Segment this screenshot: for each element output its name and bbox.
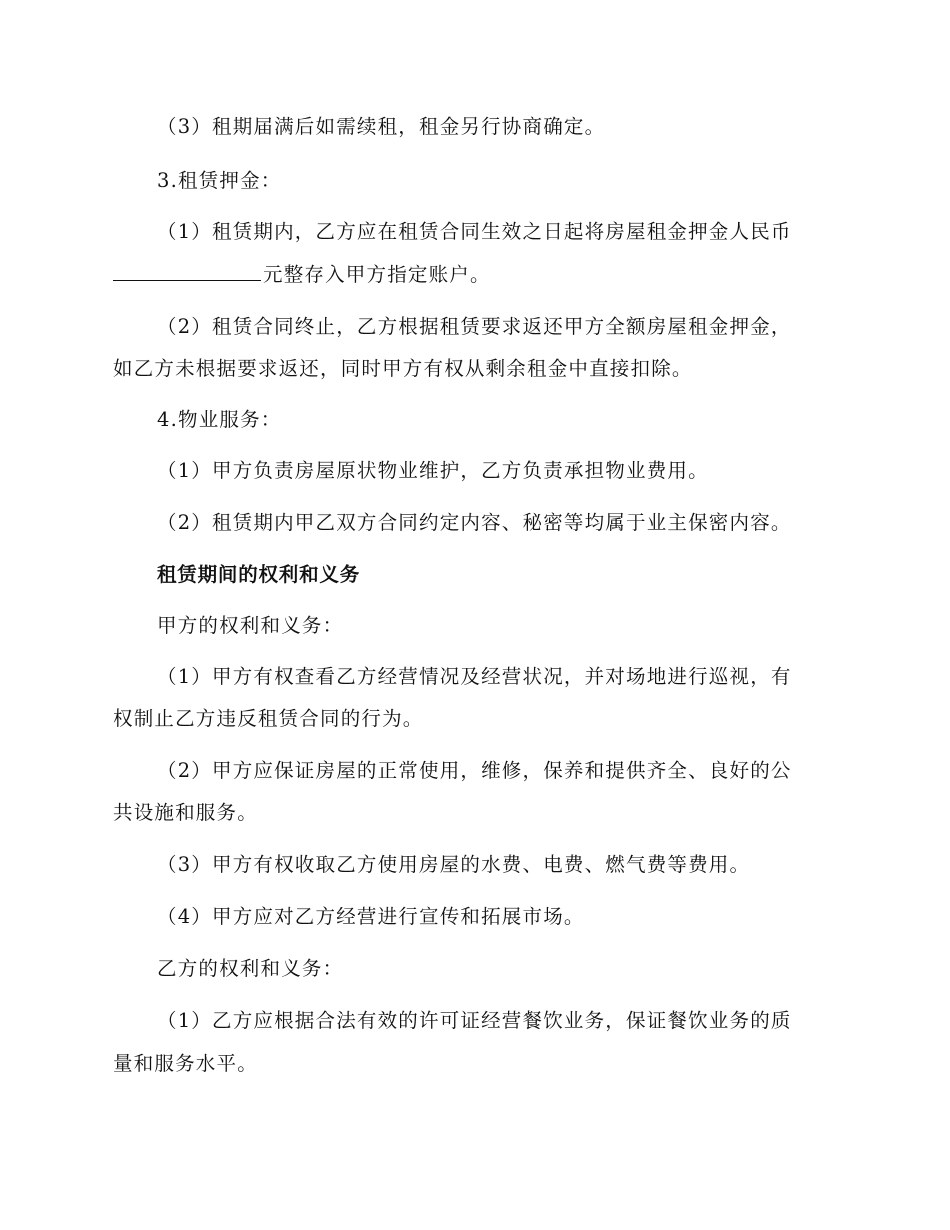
paragraph-line: （3）租期届满后如需续租，租金另行协商确定。: [157, 115, 606, 138]
paragraph-line: （3）甲方有权收取乙方使用房屋的水费、电费、燃气费等费用。: [157, 853, 751, 876]
paragraph-line: （2）甲方应保证房屋的正常使用，维修，保养和提供齐全、良好的公: [157, 759, 792, 782]
paragraph-line: （4）甲方应对乙方经营进行宣传和拓展市场。: [157, 905, 585, 928]
paragraph-line: （1）甲方有权查看乙方经营情况及经营状况，并对场地进行巡视，有: [157, 665, 792, 688]
section-heading: 3.租赁押金：: [157, 169, 282, 192]
paragraph-text: 元整存入甲方指定账户。: [263, 263, 491, 286]
subsection-heading: 甲方的权利和义务：: [157, 614, 344, 637]
paragraph-line: （1）乙方应根据合法有效的许可证经营餐饮业务，保证餐饮业务的质: [157, 1009, 792, 1032]
subsection-heading: 乙方的权利和义务：: [157, 957, 344, 980]
paragraph-line: 共设施和服务。: [113, 801, 258, 824]
paragraph-line-with-blank: [113, 260, 491, 289]
section-heading: 4.物业服务：: [157, 408, 282, 431]
paragraph-line: 量和服务水平。: [113, 1052, 258, 1075]
paragraph-line: （1）甲方负责房屋原状物业维护，乙方负责承担物业费用。: [157, 459, 709, 482]
paragraph-line: （2）租赁期内甲乙双方合同约定内容、秘密等均属于业主保密内容。: [157, 511, 792, 534]
fill-in-blank: [113, 260, 261, 281]
paragraph-line: （1）租赁期内，乙方应在租赁合同生效之日起将房屋租金押金人民币: [157, 220, 792, 243]
paragraph-line: （2）租赁合同终止，乙方根据租赁要求返还甲方全额房屋租金押金，: [157, 315, 792, 338]
bold-heading: 租赁期间的权利和义务: [157, 563, 361, 586]
paragraph-line: 如乙方未根据要求返还，同时甲方有权从剩余租金中直接扣除。: [113, 357, 693, 380]
paragraph-line: 权制止乙方违反租赁合同的行为。: [113, 707, 424, 730]
